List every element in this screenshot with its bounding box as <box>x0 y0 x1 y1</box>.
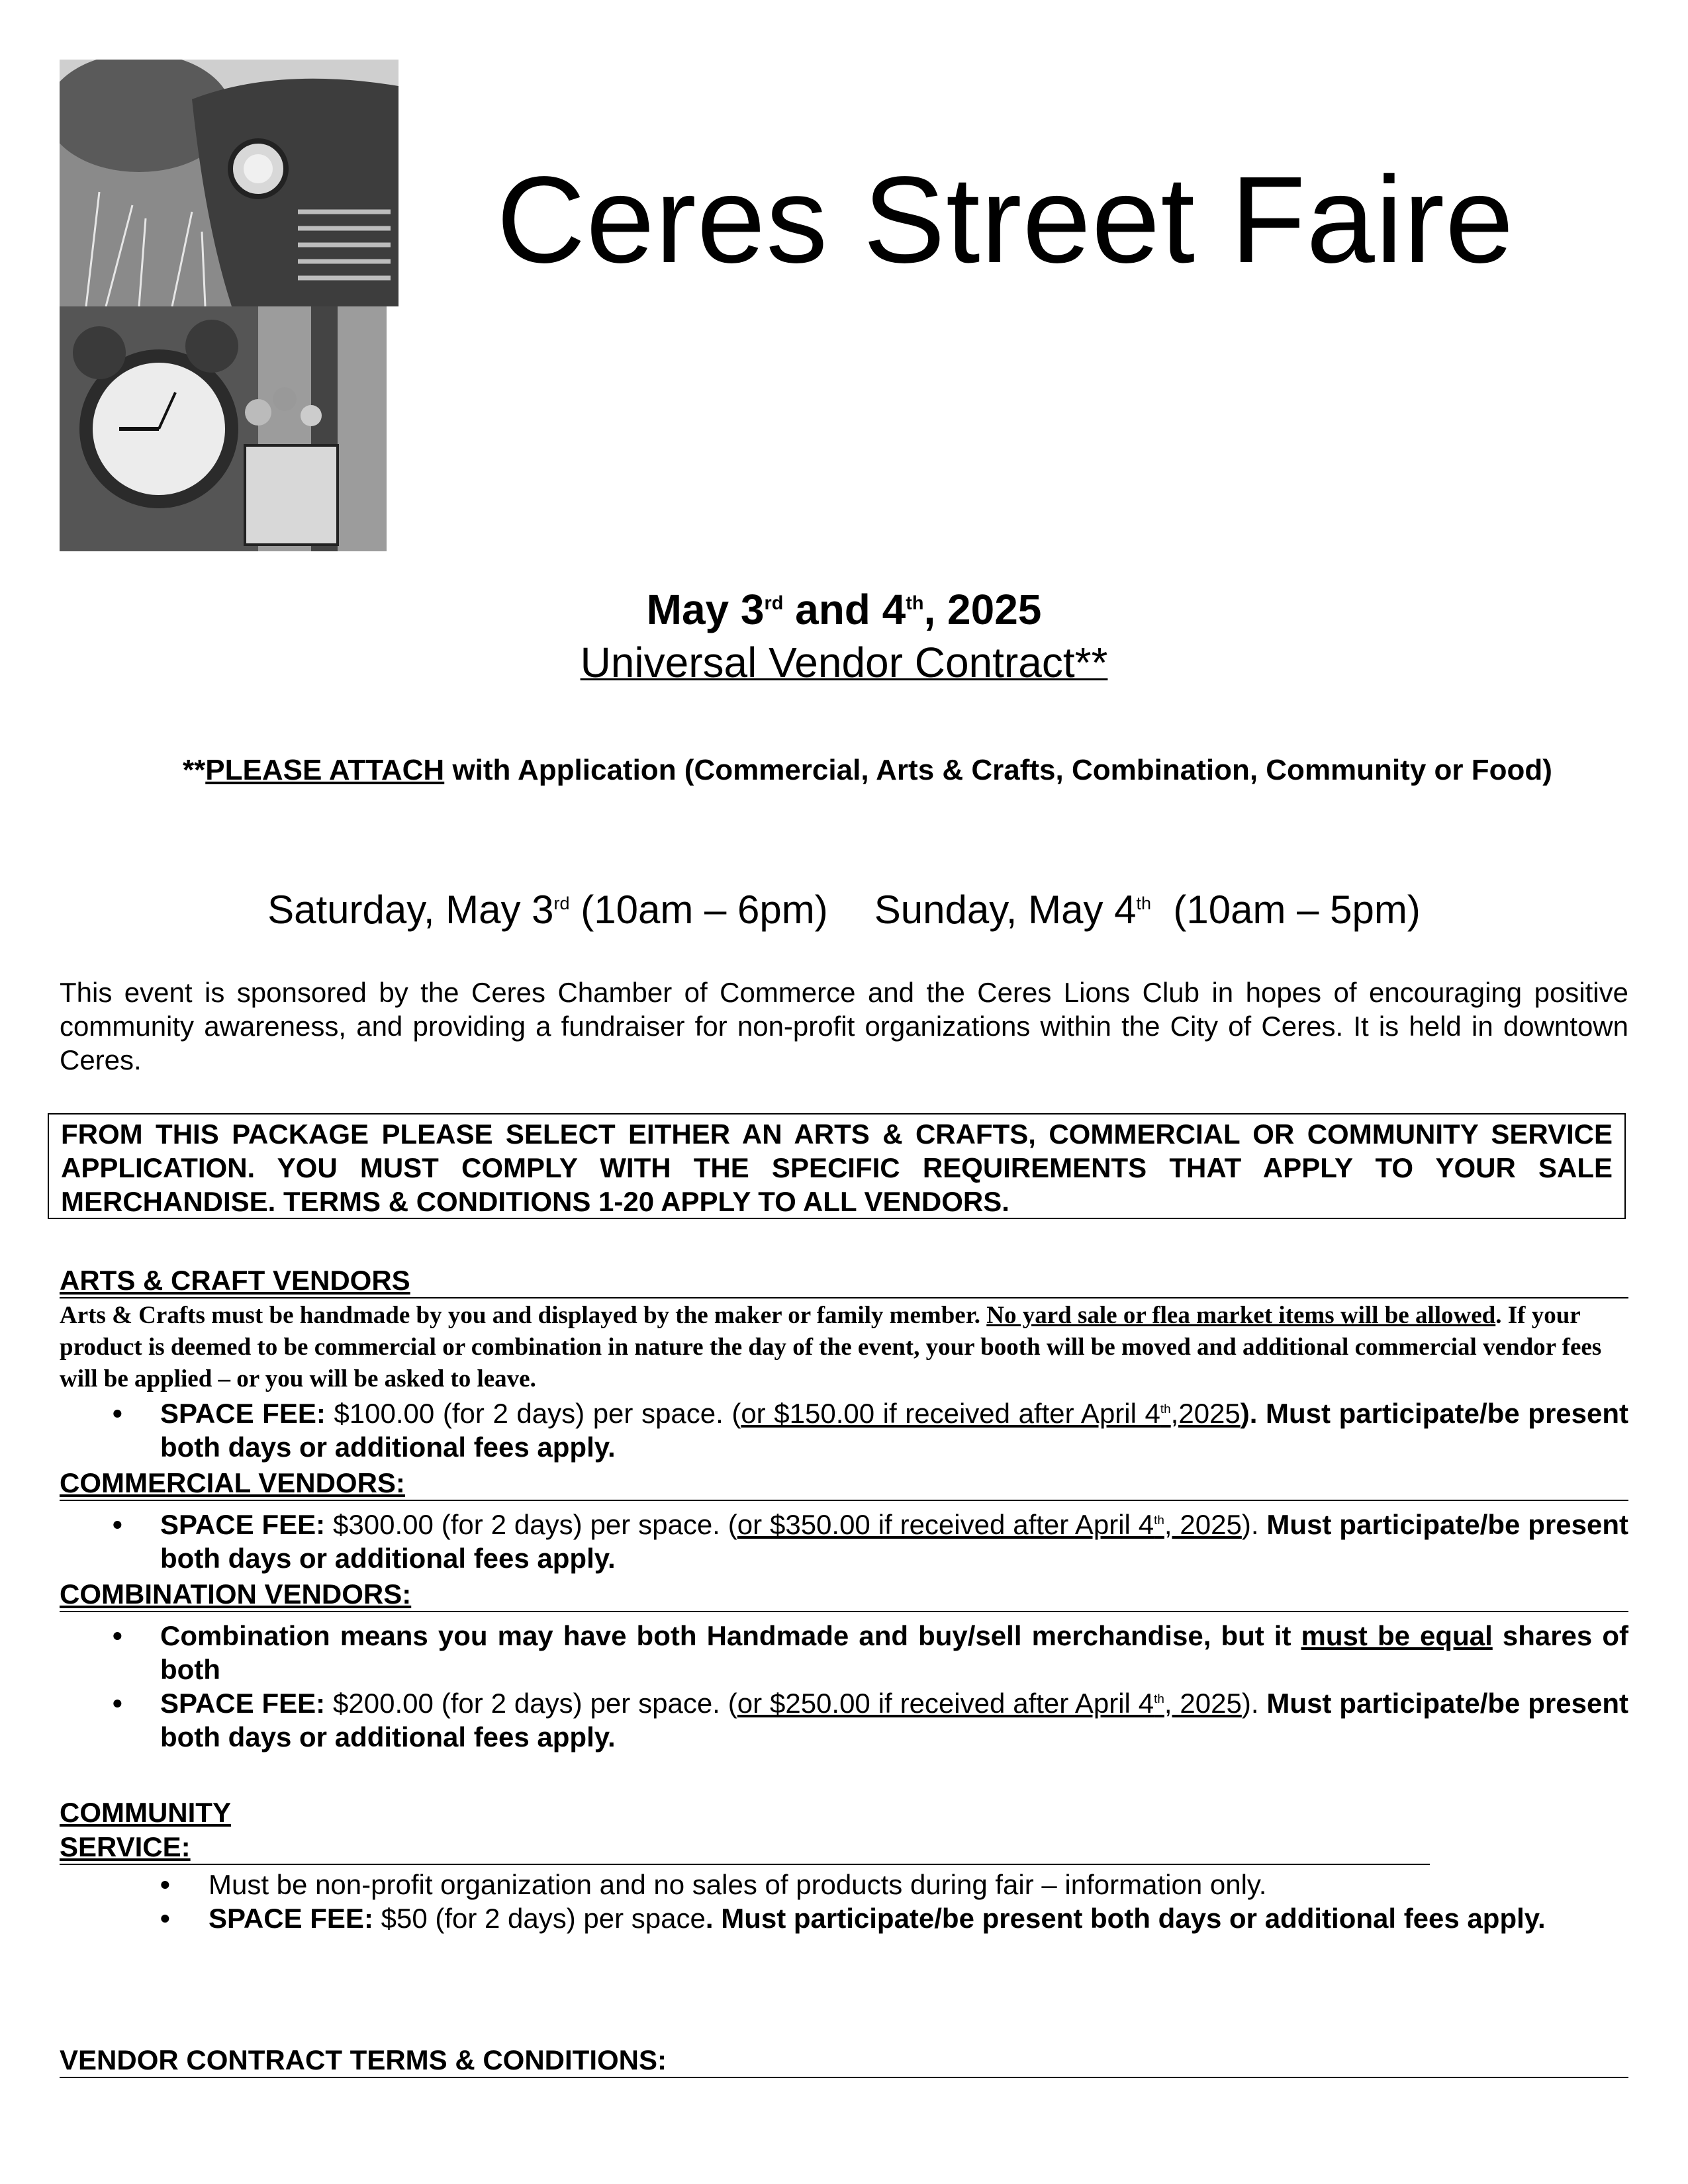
notice-box: FROM THIS PACKAGE PLEASE SELECT EITHER AN ARTS & CRAFTS, COMMERCIAL OR COMMUNITY SERVICE APPLICATION. YOU MUST COMPLY WITH THE SPECIFIC REQUIREMENTS THAT APPLY TO YOUR SALE MERCHANDISE. TERMS & CONDITIONS 1-20 APPLY TO ALL VENDORS. <box>48 1113 1626 1219</box>
event-dates: May 3rd and 4th, 2025 <box>646 586 1042 633</box>
commercial-list <box>60 1508 1628 1575</box>
combination-heading: COMBINATION VENDORS: <box>60 1578 1628 1612</box>
attach-instruction: **PLEASE ATTACH with Application (Commercial, Arts & Crafts, Combination, Community or Food) <box>183 754 1552 786</box>
page-title: Ceres Street Faire <box>496 152 1515 289</box>
list-item: • Combination means you may have both Handmade and buy/sell merchandise, but it must be equal shares of both <box>113 1620 1628 1685</box>
list-item: • SPACE FEE: $50 (for 2 days) per space. Must participate/be present both days or additional fees apply. <box>160 1903 1546 1934</box>
intro-paragraph: This event is sponsored by the Ceres Chamber of Commerce and the Ceres Lions Club in hopes of encouraging positive community awareness, and providing a fundraiser for non-profit organizations within the City of Ceres. It is held in downtown Ceres. <box>60 977 1628 1075</box>
clock-illustration <box>60 306 387 551</box>
list-item: • SPACE FEE: $100.00 (for 2 days) per space. (or $150.00 if received after April 4th,2025). Must participate/be present both days or additional fees apply. <box>113 1398 1629 1463</box>
terms-heading: VENDOR CONTRACT TERMS & CONDITIONS: <box>60 2044 1628 2078</box>
combination-list <box>60 1619 1628 1754</box>
community-heading-1: COMMUNITY <box>60 1797 231 1828</box>
arts-crafts-heading: ARTS & CRAFT VENDORS <box>60 1264 1628 1298</box>
alarm-clock-jardin-photo <box>60 306 387 551</box>
arts-crafts-description: Arts & Crafts must be handmade by you and displayed by the maker or family member. No yard sale or flea market items will be allowed. If your product is deemed to be commercial or combination in nature the day of the event, your booth will be moved and additional commercial vendor fees will be applied – or you will be asked to leave. <box>60 1302 1602 1392</box>
event-schedule: Saturday, May 3rd (10am – 6pm) Sunday, May 4th (10am – 5pm) <box>267 887 1421 932</box>
commercial-heading: COMMERCIAL VENDORS: <box>60 1467 1628 1501</box>
truck-illustration <box>60 60 399 306</box>
contract-title: Universal Vendor Contract** <box>580 639 1108 686</box>
community-list <box>60 1868 1628 1935</box>
arts-crafts-list <box>60 1396 1628 1464</box>
list-item: • Must be non-profit organization and no sales of products during fair – information only. <box>160 1869 1267 1900</box>
community-heading-2: SERVICE: <box>60 1831 1430 1865</box>
list-item: • SPACE FEE: $200.00 (for 2 days) per space. (or $250.00 if received after April 4th, 2025). Must participate/be present both days or additional fees apply. <box>113 1688 1628 1752</box>
vintage-truck-photo <box>60 60 399 306</box>
list-item: • SPACE FEE: $300.00 (for 2 days) per space. (or $350.00 if received after April 4th, 2025). Must participate/be present both days or additional fees apply. <box>113 1509 1628 1574</box>
